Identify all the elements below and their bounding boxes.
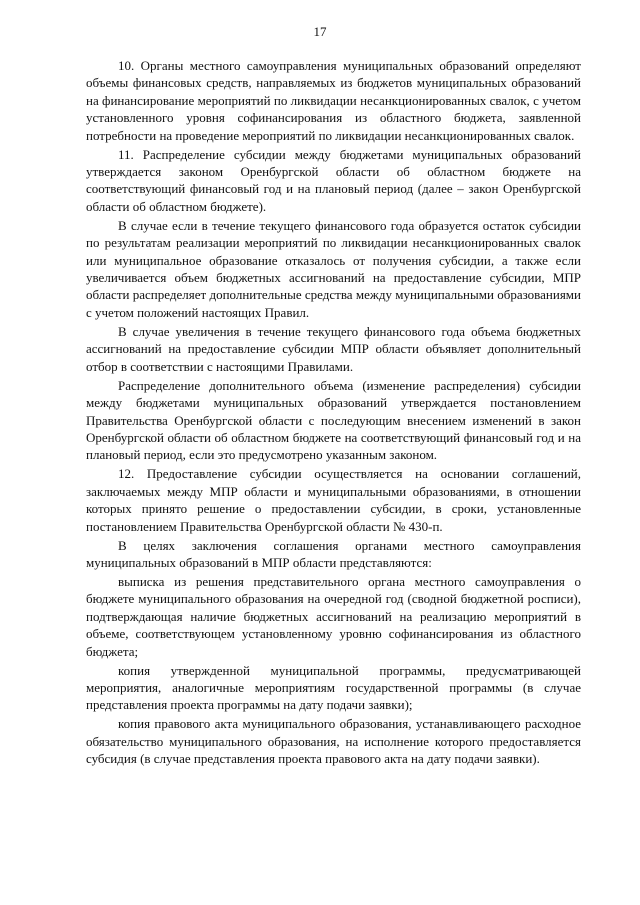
page-number: 17 [313,24,327,39]
paragraph-item-11: 11. Распределение субсидии между бюджетами муниципальных образований утверждается законом Оренбургской области об областном бюджете на соответствующий финансовый год и на плановый период (далее – закон Оренбургской области об областном бюджете). [86,146,581,214]
paragraph-distribution-change: Распределение дополнительного объема (изменение распределения) субсидии между бюджетами муниципальных образований утверждается постановлением Правительства Оренбургской области с последующим внесением изменений в закон Оренбургской области об областном бюджете на соответствующий финансовый год и на плановый период, если это предусмотрено указанным законом. [86,377,581,463]
paragraph-additional-selection: В случае увеличения в течение текущего финансового года объема бюджетных ассигнований на предоставление субсидии МПР области объявляет дополнительный отбор в соответствии с настоящими Правилами. [86,323,581,374]
paragraph-budget-extract: выписка из решения представительного органа местного самоуправления о бюджете муниципального образования на очередной год (сводной бюджетной росписи), подтверждающая наличие бюджетных ассигнований на реализацию мероприятий в объеме, соответствующем установленному уровню софинансирования из областного бюджета; [86,573,581,659]
paragraph-remaining-subsidy: В случае если в течение текущего финансового года образуется остаток субсидии по результатам реализации мероприятий по ликвидации несанкционированных свалок или муниципальное образование отказалось от получения субсидии, а также если увеличивается объем бюджетных ассигнований на предоставление субсидии, МПР области распределяет дополнительные средства между муниципальными образованиями с учетом положений настоящих Правил. [86,217,581,320]
paragraph-legal-act-copy: копия правового акта муниципального образования, устанавливающего расходное обязательство муниципального образования, на исполнение которого предоставляется субсидия (в случае представления проекта правового акта на дату подачи заявки). [86,716,581,767]
document-body [86,57,581,769]
paragraph-item-10: 10. Органы местного самоуправления муниципальных образований определяют объемы финансовых средств, направляемых из бюджетов муниципальных образований на финансирование мероприятий по ликвидации несанкционированных свалок, с учетом установленного уровня софинансирования из областного бюджета, заявленной потребности на проведение мероприятий по ликвидации несанкционированных свалок. [86,58,581,143]
paragraph-program-copy: копия утвержденной муниципальной программы, предусматривающей мероприятия, аналогичные мероприятиям государственной программы (в случае представления проекта программы на дату подачи заявки); [86,662,581,713]
paragraph-submitted-documents-intro: В целях заключения соглашения органами местного самоуправления муниципальных образований в МПР области представляются: [86,537,581,570]
paragraph-item-12: 12. Предоставление субсидии осуществляется на основании соглашений, заключаемых между МПР области и муниципальными образованиями, в отношении которых принято решение о предоставлении субсидии, в сроки, установленные постановлением Правительства Оренбургской области № 430-п. [86,466,581,534]
